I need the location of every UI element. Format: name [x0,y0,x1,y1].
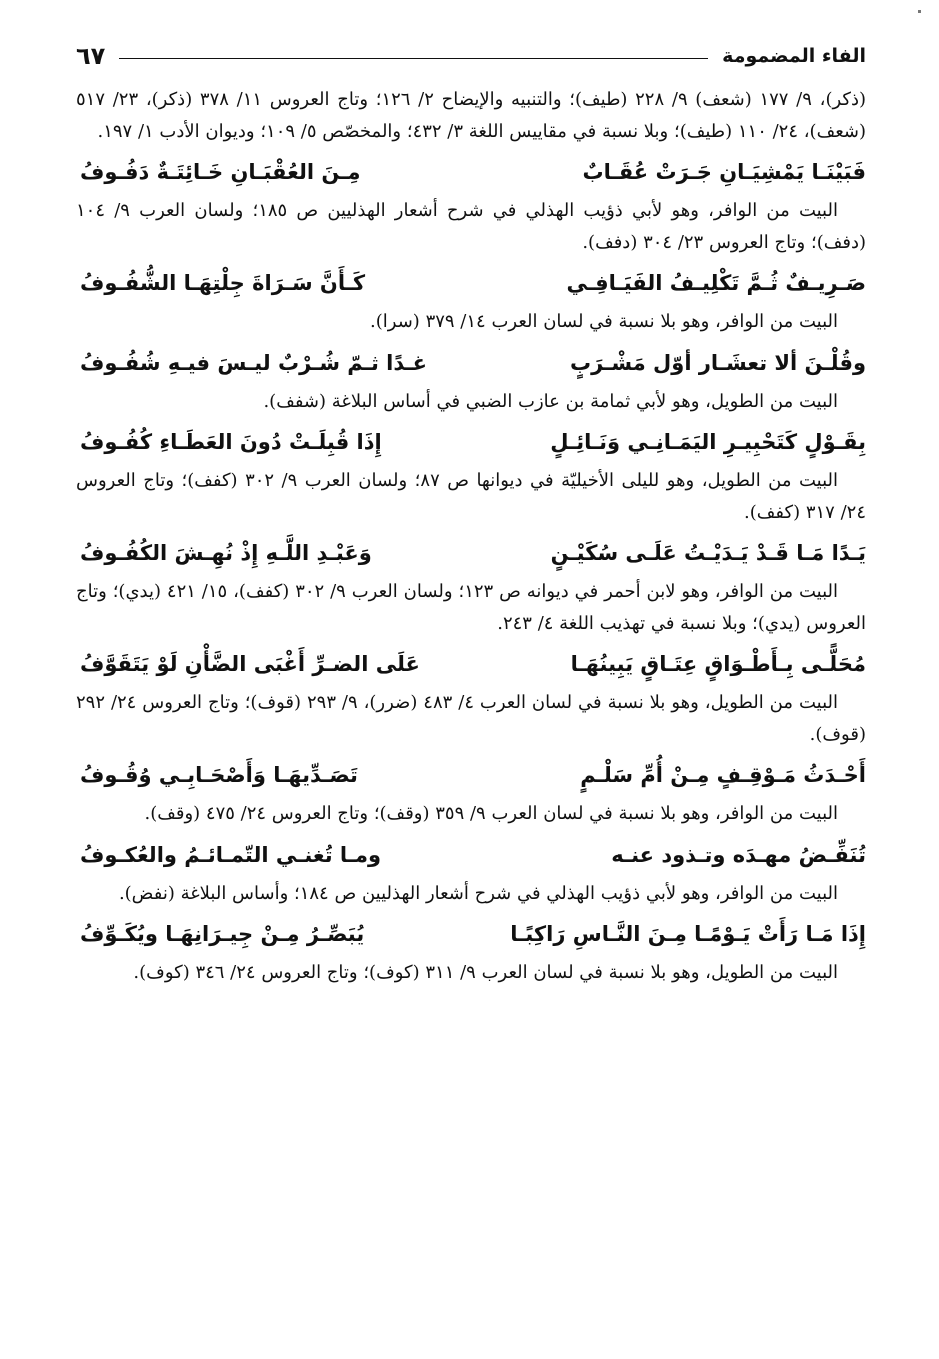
verse-line [76,340,866,386]
verse-entry [76,340,866,418]
hemistich-second: كَـأَنَّ سَـرَاةَ جِلْتِهَـا الشُّفُـوفُ [80,271,366,295]
verse-note: البيت من الطويل، وهو لليلى الأخيليّة في ديوانها ص ٨٧؛ ولسان العرب ٩/ ٣٠٢ (كفف)؛ وتاج العروس ٢٤/ ٣١٧ (كفف). [76,470,866,523]
verse-entry [76,260,866,338]
hemistich-first: إِذَا مَـا رَأَتْ يَـوْمًـا مِـنَ النَّـاسِ رَاكِبًـا [510,922,866,946]
hemistich-second: ومـا تُغنـي التّمـائـمُ والعُكـوفُ [80,842,382,867]
verse-note: البيت من الوافر، وهو بلا نسبة في لسان العرب ١٤/ ٣٧٩ (سرا). [370,311,838,332]
page-number: ٦٧ [76,42,106,70]
page [76,38,866,989]
verse-entry [76,911,866,989]
verse-note: البيت من الوافر، وهو لابن أحمر في ديوانه ص ١٢٣؛ ولسان العرب ٩/ ٣٠٢ (كفف)، ١٥/ ٤٢١ (يدي)؛ وتاج العروس (يدي)؛ وبلا نسبة في تهذيب اللغة ٤/ ٢٤٣. [76,581,866,634]
verse-entry [76,752,866,830]
verse-entry [76,149,866,258]
verse-line [76,149,866,195]
hemistich-first: يَـدًا مَـا قَـدْ يَـدَيْـتُ عَلَـى سُكَيْـنٍ [550,541,866,565]
verse-note: البيت من الطويل، وهو لأبي ثمامة بن عازب الضبي في أساس البلاغة (شفف). [263,390,838,412]
hemistich-second: مِـنَ العُقْبَـانِ خَـائِتَـةٌ دَفُـوفُ [80,160,361,184]
hemistich-first: فَبَيْنَـا يَمْشِيَـانِ جَـرَتْ عُقَـابٌ [582,160,866,184]
hemistich-first: وقُلْـنَ ألا تعشَـار أوّل مَشْـرَبٍ [570,350,866,375]
intro-footnote: (ذكر)، ٩/ ١٧٧ (شعف) ٩/ ٢٢٨ (طيف)؛ والتنبيه والإيضاح ٢/ ١٢٦؛ وتاج العروس ١١/ ٣٧٨ (ذكر)، ٢٣/ ٥١٧ (شعف)، ٢٤/ ١١٠ (طيف)؛ وبلا نسبة في مقاييس اللغة ٣/ ٤٣٢؛ والمخصّص ٥/ ١٠٩؛ وديوان الأدب ١/ ١٩٧. [76,89,867,142]
verse-entry [76,419,866,528]
chapter-title: الفاء المضمومة [722,45,866,67]
verse-note: البيت من الطويل، وهو بلا نسبة في لسان العرب ٤/ ٤٨٣ (ضرر)، ٩/ ٢٩٣ (قوف)؛ وتاج العروس ٢٤/ ٢٩٢ (قوف). [76,692,866,745]
scan-mark [918,10,921,13]
hemistich-second: يُبَصِّـرُ مِـنْ جِيـرَانِهَـا ويُكَـوِّفُ [80,922,365,946]
verse-line [76,752,866,798]
verse-line [76,641,866,687]
hemistich-first: أَحْـدَثُ مَـوْقِـفٍ مِـنْ أُمِّ سَلْـمٍ [580,763,866,787]
running-header [76,38,866,74]
verse-line [76,911,866,957]
hemistich-second: غـدًا ثـمّ شُـرْبٌ ليـسَ فيـهِ شُفُـوفُ [80,350,427,375]
verse-note: البيت من الطويل، وهو بلا نسبة في لسان العرب ٩/ ٣١١ (كوف)؛ وتاج العروس ٢٤/ ٣٤٦ (كوف). [133,962,838,983]
verse-entry [76,641,866,750]
hemistich-second: وَعَبْـدِ اللَّـهِ إِذْ نُهِـشَ الكُفُـوفُ [80,541,372,565]
verse-entry [76,530,866,639]
verse-note: البيت من الوافر، وهو لأبي ذؤيب الهذلي في شرح أشعار الهذليين ص ١٨٤؛ وأساس البلاغة (نفض). [118,882,838,904]
verse-line [76,260,866,306]
hemistich-second: تَصَـدِّيهَـا وَأَصْحَـابِـي وُقُـوفُ [80,763,358,787]
verse-line [76,832,866,878]
hemistich-first: مُحَلًّـى بِـأَطْـوَاقٍ عِتَـاقٍ يَبِينُهَـا [570,652,866,676]
verse-note: البيت من الوافر، وهو بلا نسبة في لسان العرب ٩/ ٣٥٩ (وقف)؛ وتاج العروس ٢٤/ ٤٧٥ (وقف). [144,803,838,824]
header-rule [119,58,708,59]
verse-line [76,419,866,465]
hemistich-first: صَـرِيـفٌ ثُـمَّ تَكْلِيـفُ الفَيَـافِـي [566,271,866,295]
verse-line [76,530,866,576]
verse-note: البيت من الوافر، وهو لأبي ذؤيب الهذلي في شرح أشعار الهذليين ص ١٨٥؛ ولسان العرب ٩/ ١٠٤ (دفف)؛ وتاج العروس ٢٣/ ٣٠٤ (دفف). [76,200,866,253]
hemistich-second: إِذَا قُبِلَـتْ دُونَ العَطَـاءِ كُفُـوفُ [80,430,382,454]
verse-entry [76,832,866,910]
hemistich-first: تُنَفِّـضُ مهـدَه وتـذود عنـه [611,842,866,867]
hemistich-first: بِقَـوْلٍ كَتَحْبِيـرِ اليَمَـانِـي وَنَـائِـلٍ [550,430,866,454]
hemistich-second: عَلَى الضـرِّ أَغْبَى الضَّأْنِ لَوْ يَتَقَوَّفُ [80,652,420,676]
